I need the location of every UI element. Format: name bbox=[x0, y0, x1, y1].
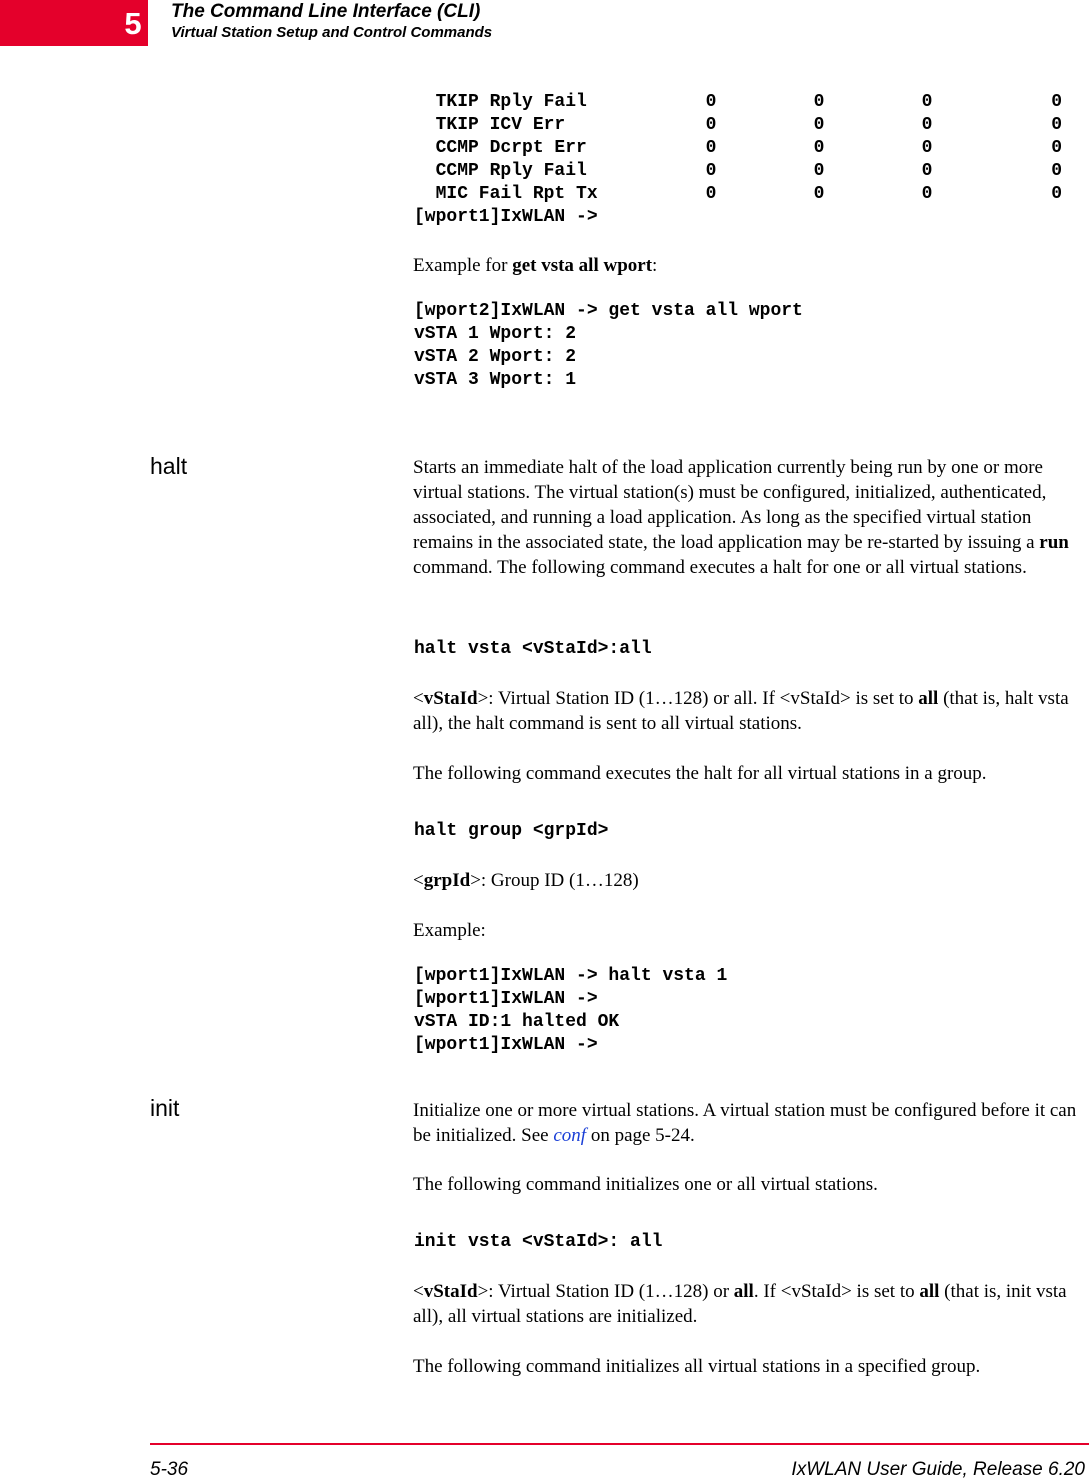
example-vsta-intro: Example for get vsta all wport: bbox=[413, 255, 658, 276]
init-description: Initialize one or more virtual stations. A virtual station must be configured before it can be initialized. See conf on page 5-24. bbox=[413, 1100, 1077, 1146]
halt-example-label: Example: bbox=[413, 920, 486, 941]
init-vsta-syntax: init vsta <vStaId>: all bbox=[414, 1232, 663, 1252]
footer-divider bbox=[150, 1443, 1089, 1445]
chapter-title: The Command Line Interface (CLI) bbox=[171, 1, 481, 22]
halt-example-code: [wport1]IxWLAN -> halt vsta 1 [wport1]IxWLAN -> vSTA ID:1 halted OK [wport1]IxWLAN -> bbox=[414, 966, 728, 1055]
halt-vsta-syntax: halt vsta <vStaId>:all bbox=[414, 639, 652, 659]
halt-group-param: <grpId>: Group ID (1…128) bbox=[413, 870, 639, 891]
section-subtitle: Virtual Station Setup and Control Commands bbox=[171, 24, 493, 41]
init-command-intro: The following command initializes one or all virtual stations. bbox=[413, 1174, 878, 1195]
init-group-intro: The following command initializes all virtual stations in a specified group. bbox=[413, 1356, 981, 1377]
example-vsta-code: [wport2]IxWLAN -> get vsta all wport vSTA 1 Wport: 2 vSTA 2 Wport: 2 vSTA 3 Wport: 1 bbox=[414, 301, 803, 390]
stats-prompt: [wport1]IxWLAN -> bbox=[414, 207, 598, 227]
stats-row: CCMP Rply Fail 0 0 0 0 bbox=[414, 161, 1063, 181]
document-title: IxWLAN User Guide, Release 6.20 bbox=[791, 1459, 1085, 1480]
stats-row: TKIP Rply Fail 0 0 0 0 bbox=[414, 92, 1063, 112]
halt-vsta-param: <vStaId>: Virtual Station ID (1…128) or all. If <vStaId> is set to all (that is, halt vsta all), the halt command is sent to all virtual stations. bbox=[413, 688, 1069, 734]
chapter-number: 5 bbox=[124, 6, 142, 41]
halt-description: Starts an immediate halt of the load application currently being run by one or more virtual stations. The virtual station(s) must be configured, initialized, authenticated, associated, and running a load application. As long as the specified virtual station remains in the associated state, the load application may be re-started by issuing a run command. The following command executes a halt for one or all virtual stations. bbox=[413, 457, 1069, 578]
stats-row: CCMP Dcrpt Err 0 0 0 0 bbox=[414, 138, 1063, 158]
term-halt: halt bbox=[150, 453, 188, 479]
term-init: init bbox=[150, 1095, 180, 1121]
conf-cross-reference-link[interactable]: conf bbox=[553, 1125, 587, 1146]
stats-row: MIC Fail Rpt Tx 0 0 0 0 bbox=[414, 184, 1063, 204]
halt-group-syntax: halt group <grpId> bbox=[414, 821, 609, 841]
page-number: 5-36 bbox=[150, 1459, 189, 1480]
stats-code-block bbox=[414, 91, 1062, 229]
halt-group-intro: The following command executes the halt for all virtual stations in a group. bbox=[413, 763, 987, 784]
init-vsta-param: <vStaId>: Virtual Station ID (1…128) or all. If <vStaId> is set to all (that is, init vsta all), all virtual stations are initialized. bbox=[413, 1281, 1067, 1327]
stats-row: TKIP ICV Err 0 0 0 0 bbox=[414, 115, 1063, 135]
example-vsta-command: get vsta all wport bbox=[512, 255, 653, 276]
